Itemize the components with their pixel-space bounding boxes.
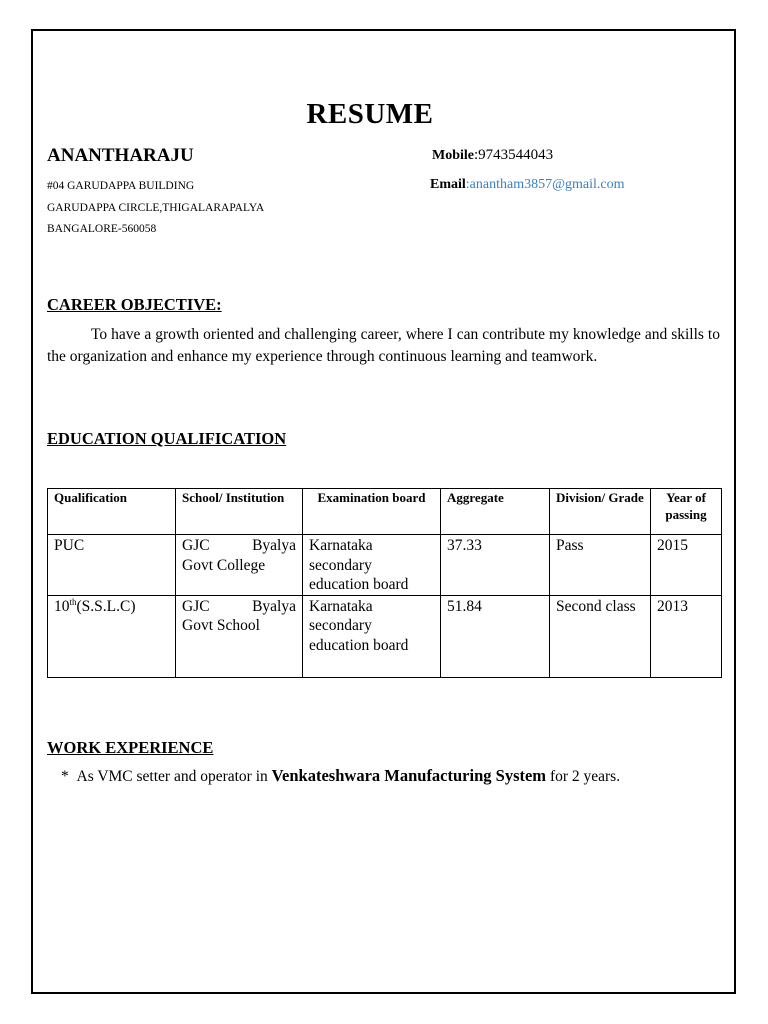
- work-text-pre: As VMC setter and operator in: [76, 768, 268, 785]
- cell-year: 2015: [651, 535, 722, 596]
- school-part: Byalya: [252, 537, 296, 554]
- school-part: Govt School: [182, 617, 260, 634]
- header-grade: Division/ Grade: [550, 489, 651, 535]
- school-part: GJC: [182, 597, 210, 615]
- table-row: [48, 535, 722, 596]
- cell-board: Karnataka secondary education board: [303, 595, 441, 677]
- table-row: [48, 595, 722, 677]
- career-objective-body: To have a growth oriented and challenging career, where I can contribute my knowledge and skills to the organization and enhance my experience through continuous learning and teamwork.: [47, 326, 720, 365]
- header-year: Year of passing: [651, 489, 722, 535]
- email-line: [430, 177, 624, 193]
- school-part: Govt College: [182, 556, 266, 574]
- career-objective-text: [47, 324, 720, 367]
- work-text-post: for 2 years.: [549, 768, 621, 785]
- table-header-row: [48, 489, 722, 535]
- cell-grade: Pass: [550, 535, 651, 596]
- address-line-3: BANGALORE-560058: [47, 223, 157, 235]
- qual-part: 10: [54, 597, 70, 615]
- cell-grade: Second class: [550, 595, 651, 677]
- cell-school: [176, 535, 303, 596]
- qual-part: (S.S.L.C): [76, 597, 136, 615]
- cell-aggregate: 51.84: [441, 595, 550, 677]
- address-line-1: #04 GARUDAPPA BUILDING: [47, 180, 195, 192]
- mobile-line: [432, 147, 553, 164]
- school-part: Byalya: [252, 597, 296, 615]
- education-table: [47, 488, 722, 678]
- email-value[interactable]: :anantham3857@gmail.com: [465, 177, 625, 192]
- cell-qualification: [48, 595, 176, 677]
- header-qualification: Qualification: [48, 489, 176, 535]
- header-board: Examination board: [303, 489, 441, 535]
- bullet-icon: *: [61, 768, 69, 785]
- header-school: School/ Institution: [176, 489, 303, 535]
- candidate-name: ANANTHARAJU: [47, 145, 194, 166]
- header-aggregate: Aggregate: [441, 489, 550, 535]
- mobile-label: Mobile: [432, 148, 474, 163]
- email-label: Email: [430, 177, 466, 192]
- resume-title: RESUME: [306, 98, 434, 130]
- cell-aggregate: 37.33: [441, 535, 550, 596]
- mobile-value: :9743544043: [474, 147, 554, 163]
- career-objective-heading: CAREER OBJECTIVE:: [47, 295, 222, 314]
- qual-superscript: th: [69, 596, 77, 607]
- address-line-2: GARUDAPPA CIRCLE,THIGALARAPALYA: [47, 202, 265, 214]
- work-experience-item: [61, 766, 620, 786]
- education-heading: EDUCATION QUALIFICATION: [47, 429, 287, 448]
- work-experience-heading: WORK EXPERIENCE: [47, 738, 214, 757]
- school-part: GJC: [182, 537, 210, 554]
- cell-year: 2013: [651, 595, 722, 677]
- cell-qualification: PUC: [48, 535, 176, 596]
- cell-school: [176, 595, 303, 677]
- company-name: Venkateshwara Manufacturing System: [271, 766, 547, 785]
- cell-board: Karnataka secondary education board: [303, 535, 441, 596]
